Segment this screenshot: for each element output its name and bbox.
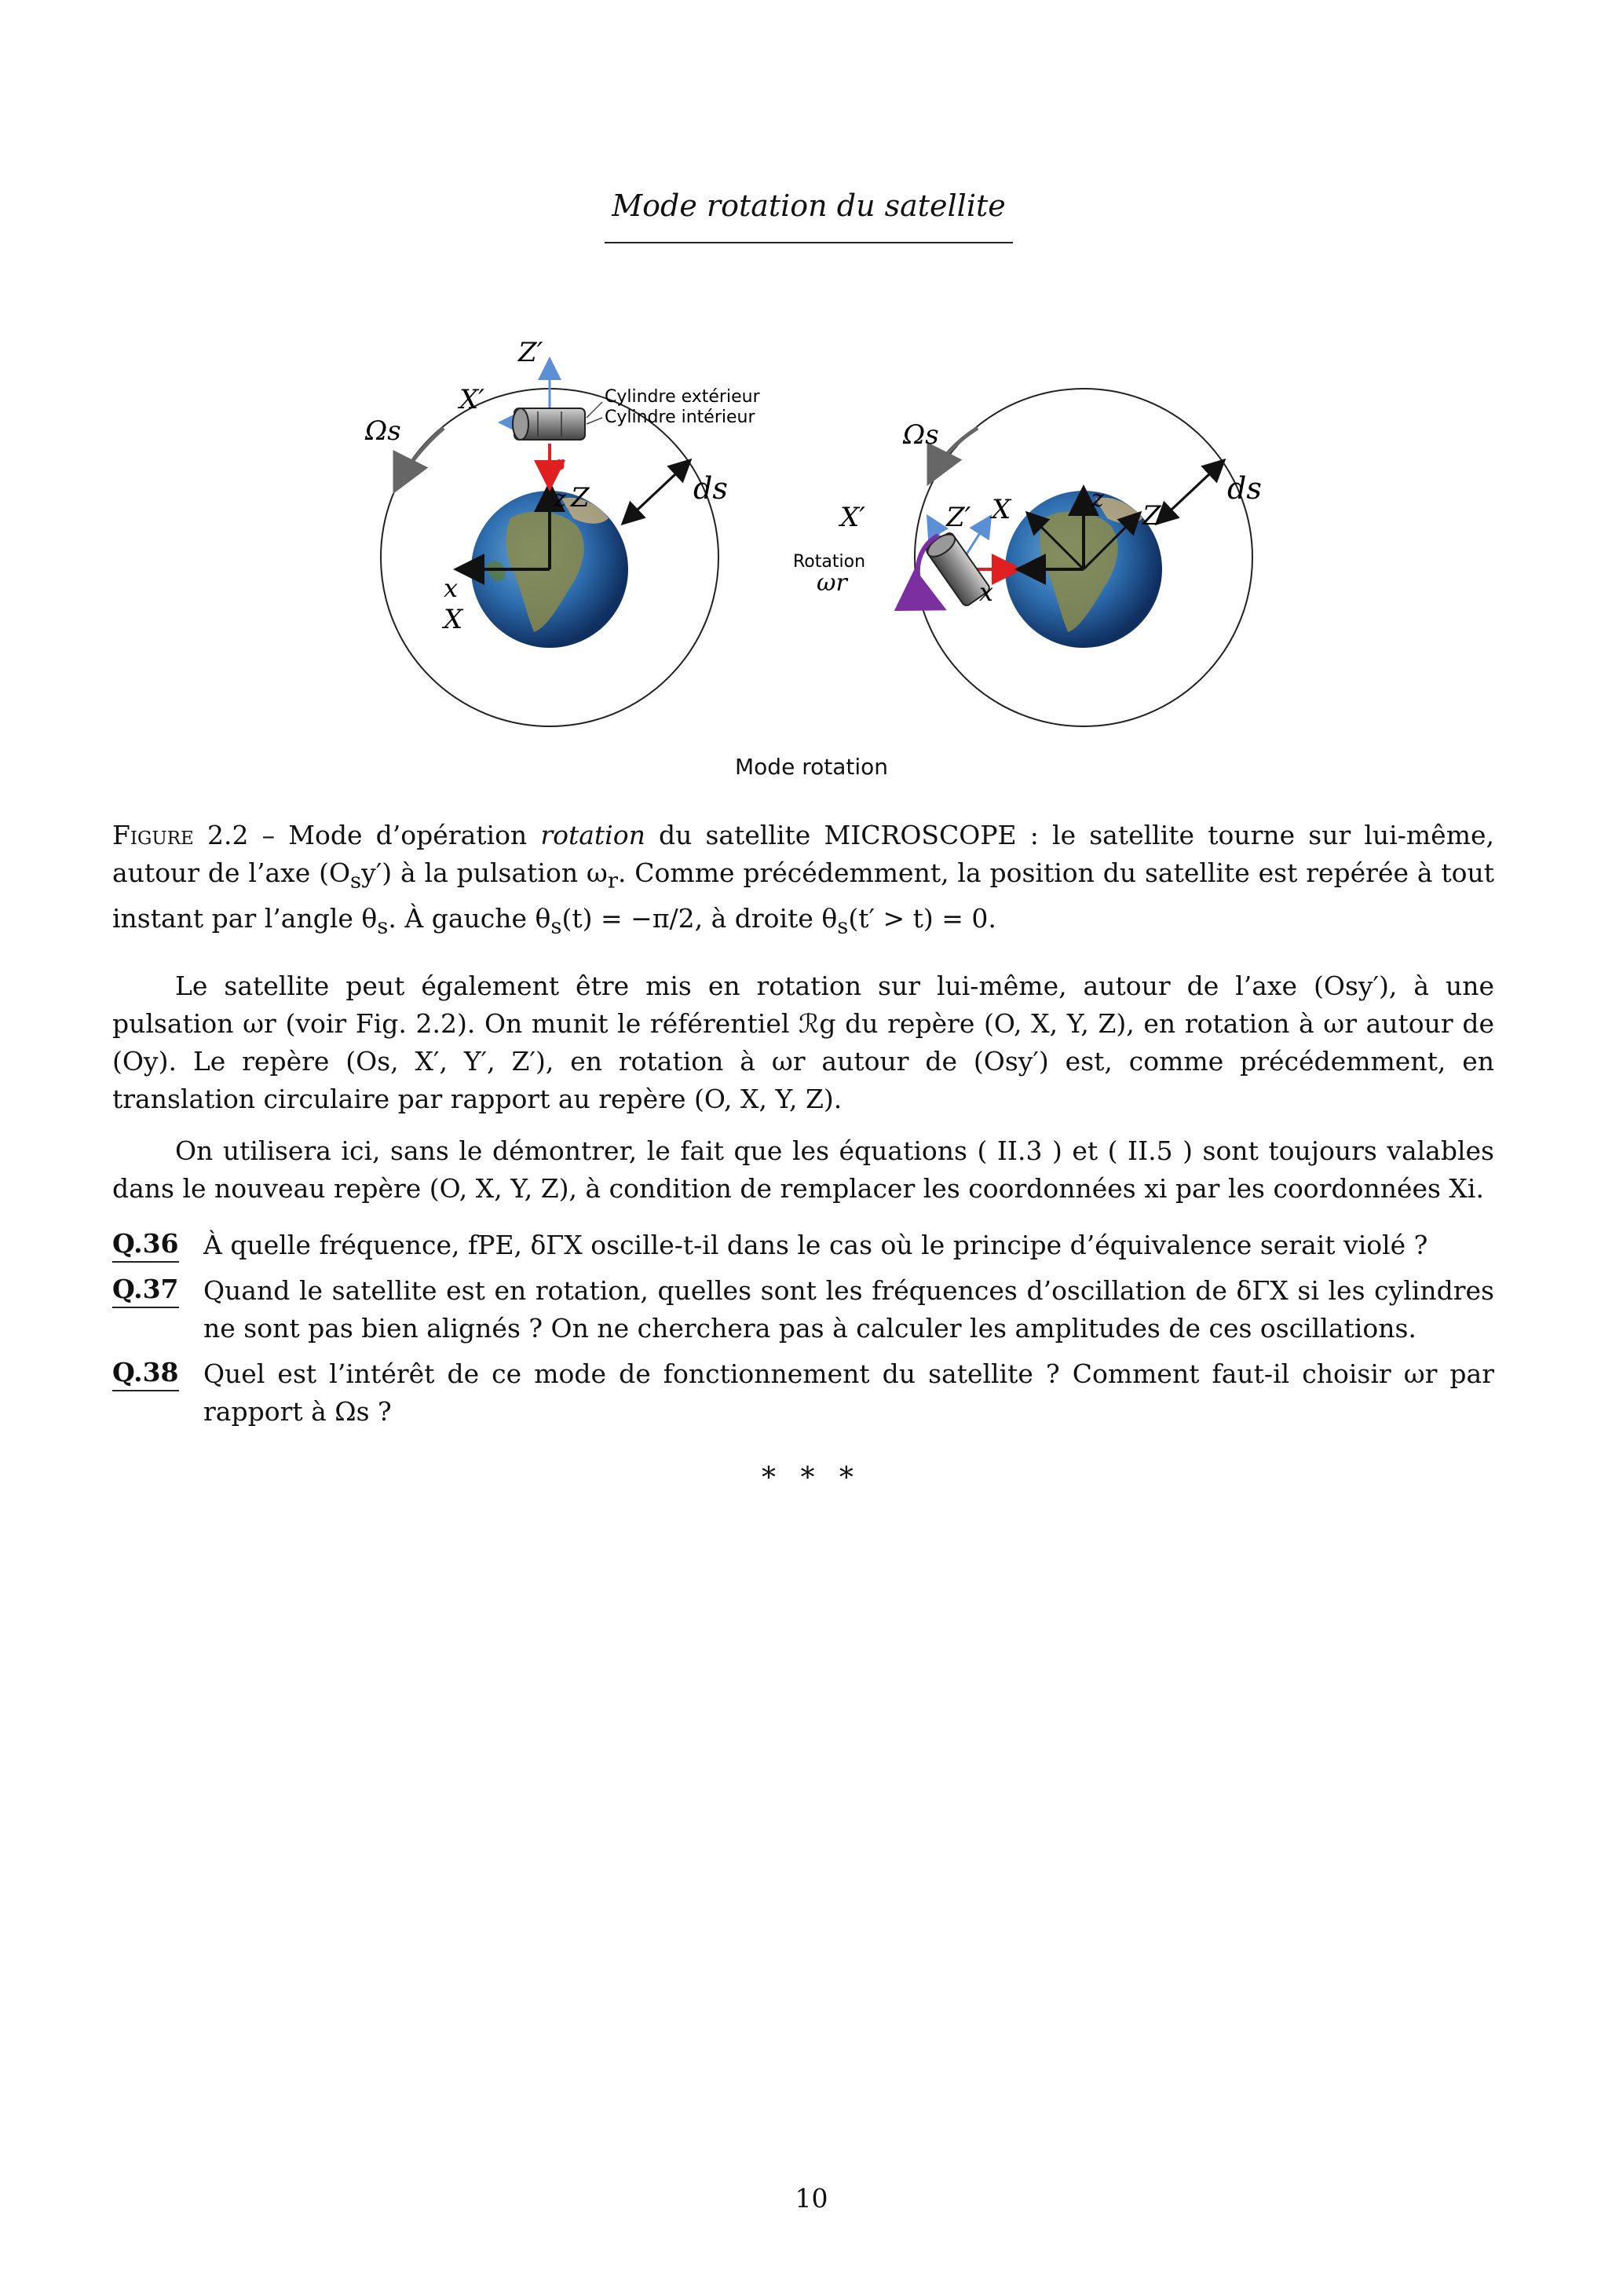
left-omega-s-label: Ωs <box>365 415 401 447</box>
caption-text: – Mode d’opération <box>248 820 541 850</box>
caption-rotation-word: rotation <box>540 820 645 850</box>
caption-text: y′) à la pulsation ω <box>361 857 608 888</box>
left-g-label: g <box>555 455 565 471</box>
figure-caption <box>112 817 1494 945</box>
caption-text: . À gauche θ <box>388 902 551 934</box>
question-38 <box>112 1355 1494 1431</box>
caption-sub: s <box>350 868 362 894</box>
right-X-label: X <box>992 494 1011 525</box>
question-number: Q.38 <box>112 1355 179 1391</box>
left-x-label: x <box>444 573 459 603</box>
figure-mode-rotation <box>326 330 1323 738</box>
right-Z-label: Z <box>1142 500 1161 532</box>
omega-r-label: ωr <box>817 569 847 597</box>
question-text: À quelle fréquence, fPE, δΓX oscille-t-il dans le cas où le principe d’équivalence serait violé ? <box>203 1230 1428 1260</box>
question-36 <box>112 1227 1494 1264</box>
rotation-label: Rotation <box>793 552 866 572</box>
figure-title: Mode rotation <box>735 754 888 780</box>
question-37 <box>112 1272 1494 1347</box>
question-text: Quel est l’intérêt de ce mode de fonctionnement du satellite ? Comment faut-il choisir ωr par rapport à Ωs ? <box>203 1358 1494 1427</box>
question-number: Q.37 <box>112 1272 179 1308</box>
right-panel <box>793 389 1262 726</box>
caption-sub: s <box>550 913 562 939</box>
right-omega-s-label: Ωs <box>903 419 939 451</box>
left-satellite-cylinder <box>513 408 585 440</box>
right-z-label: z <box>1091 485 1104 513</box>
page-header-title: Mode rotation du satellite <box>612 188 1006 223</box>
left-panel <box>364 337 761 726</box>
caption-label: Figure 2.2 <box>112 820 249 850</box>
header-rule <box>605 242 1013 243</box>
right-zprime-label: Z′ <box>946 502 971 533</box>
left-zprime-label: Z′ <box>518 337 543 368</box>
caption-text: du satellite MICROSCOPE : le satellite tourne sur lui-même, autour de l’axe (O <box>112 820 1495 888</box>
question-text: Quand le satellite est en rotation, quelles sont les fréquences d’oscillation de δΓX si les cylindres ne sont pas bien alignés ? On ne cherchera pas à calculer les amplitudes de ces oscillations. <box>203 1275 1494 1344</box>
caption-text: (t) = −π/2, à droite θ <box>561 902 838 934</box>
question-number: Q.36 <box>112 1227 179 1263</box>
right-x-label: x <box>979 577 994 607</box>
cylinder-interior-label: Cylindre intérieur <box>605 408 755 427</box>
right-xprime-label: X′ <box>840 502 865 533</box>
cylinder-exterior-label: Cylindre extérieur <box>605 387 760 407</box>
left-Z-label: Z <box>571 482 590 514</box>
left-z-label: z <box>554 485 566 513</box>
caption-text: . Comme précédemment, la position du satellite est repérée à tout instant par l’angle θ <box>112 857 1495 934</box>
left-ds-label: ds <box>693 471 728 506</box>
left-X-label: X <box>444 604 463 635</box>
paragraph-1: Le satellite peut également être mis en rotation sur lui-même, autour de l’axe (Osy′), à une pulsation ωr (voir Fig. 2.2). On munit le référentiel ℛg du repère (O, X, Y, Z), en rotation à ωr autour de (Oy). Le repère (Os, X′, Y′, Z′), en rotation à ωr autour de (Osy′) est, comme précédemment, en translation circulaire par rapport au repère (O, X, Y, Z). <box>112 971 1494 1114</box>
paragraph-2: On utilisera ici, sans le démontrer, le fait que les équations ( II.3 ) et ( II.5 ) sont toujours valables dans le nouveau repère (O, X, Y, Z), à condition de remplacer les coordonnées xi par les coordonnées Xi. <box>112 1135 1494 1204</box>
section-separator: * * * <box>762 1462 861 1494</box>
caption-sub: s <box>837 913 849 939</box>
left-xprime-label: X′ <box>459 384 484 415</box>
page-number: 10 <box>795 2183 828 2214</box>
caption-sub: s <box>377 913 389 939</box>
caption-sub: r <box>607 868 618 894</box>
right-ds-label: ds <box>1227 471 1262 506</box>
left-omega-s-arrow <box>397 428 444 487</box>
caption-text: (t′ > t) = 0. <box>848 902 996 934</box>
